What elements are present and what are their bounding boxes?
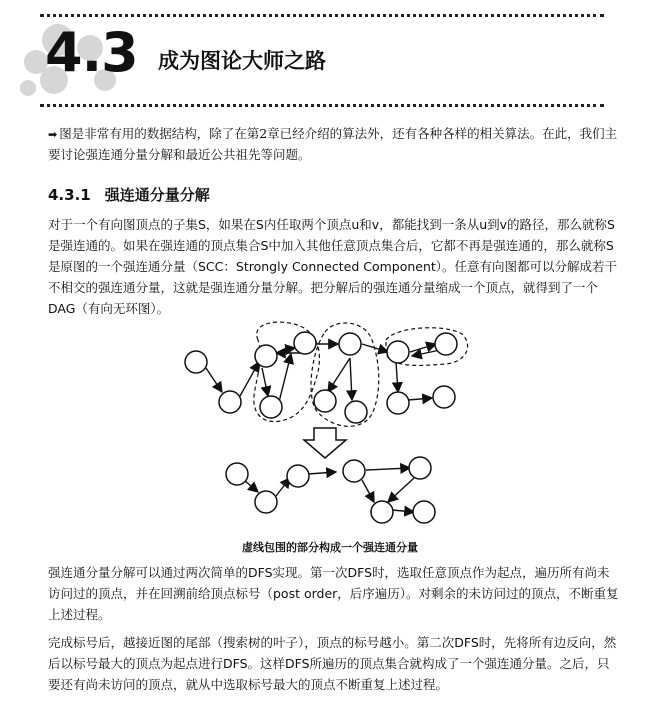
chapter-title: 成为图论大师之路	[158, 49, 326, 73]
down-arrow	[304, 428, 346, 458]
paragraph-scc-definition: 对于一个有向图顶点的子集S，如果在S内任取两个顶点u和v，都能找到一条从u到v的路径，那么就称S是强连通的。如果在强连通的顶点集合S中加入其他任意顶点集合后，它都不再是强连通的，那么就称S是原图的一个强连通分量（SCC：Strongly Connected Component）。任意有向图都可以分解成若干不相交的强连通分量，这就是强连通分量分解。把分解后的强连通分量缩成一个顶点，就得到了一个DAG（有向无环图）。	[48, 217, 618, 316]
chapter-number: 4.3	[45, 21, 138, 84]
section-number: 4.3.1	[48, 186, 91, 204]
intro-text: 图是非常有用的数据结构，除了在第2章已经介绍的算法外，还有各种各样的相关算法。在此，我们主要讨论强连通分量分解和最近公共祖先等问题。	[48, 126, 618, 162]
section-title: 强连通分量分解	[104, 186, 210, 204]
paragraph-first-dfs: 强连通分量分解可以通过两次简单的DFS实现。第一次DFS时，选取任意顶点作为起点，遍历所有尚未访问过的顶点，并在回溯前给顶点标号（post order，后序遍历）。对剩余的未访问过的顶点，不断重复上述过程。	[48, 565, 619, 622]
graph-nodes-top	[185, 332, 457, 423]
graph-nodes-dag	[226, 457, 435, 523]
figure-caption: 虚线包围的部分构成一个强连通分量	[242, 541, 418, 554]
arrow-bullet-icon: ➡	[48, 128, 58, 141]
paragraph-second-dfs: 完成标号后，越接近图的尾部（搜索树的叶子），顶点的标号越小。第二次DFS时，先将所有边反向，然后以标号最大的顶点为起点进行DFS。这样DFS所遍历的顶点集合就构成了一个强连通分量。之后，只要还有尚未访问的顶点，就从中选取标号最大的顶点不断重复上述过程。	[48, 635, 617, 692]
